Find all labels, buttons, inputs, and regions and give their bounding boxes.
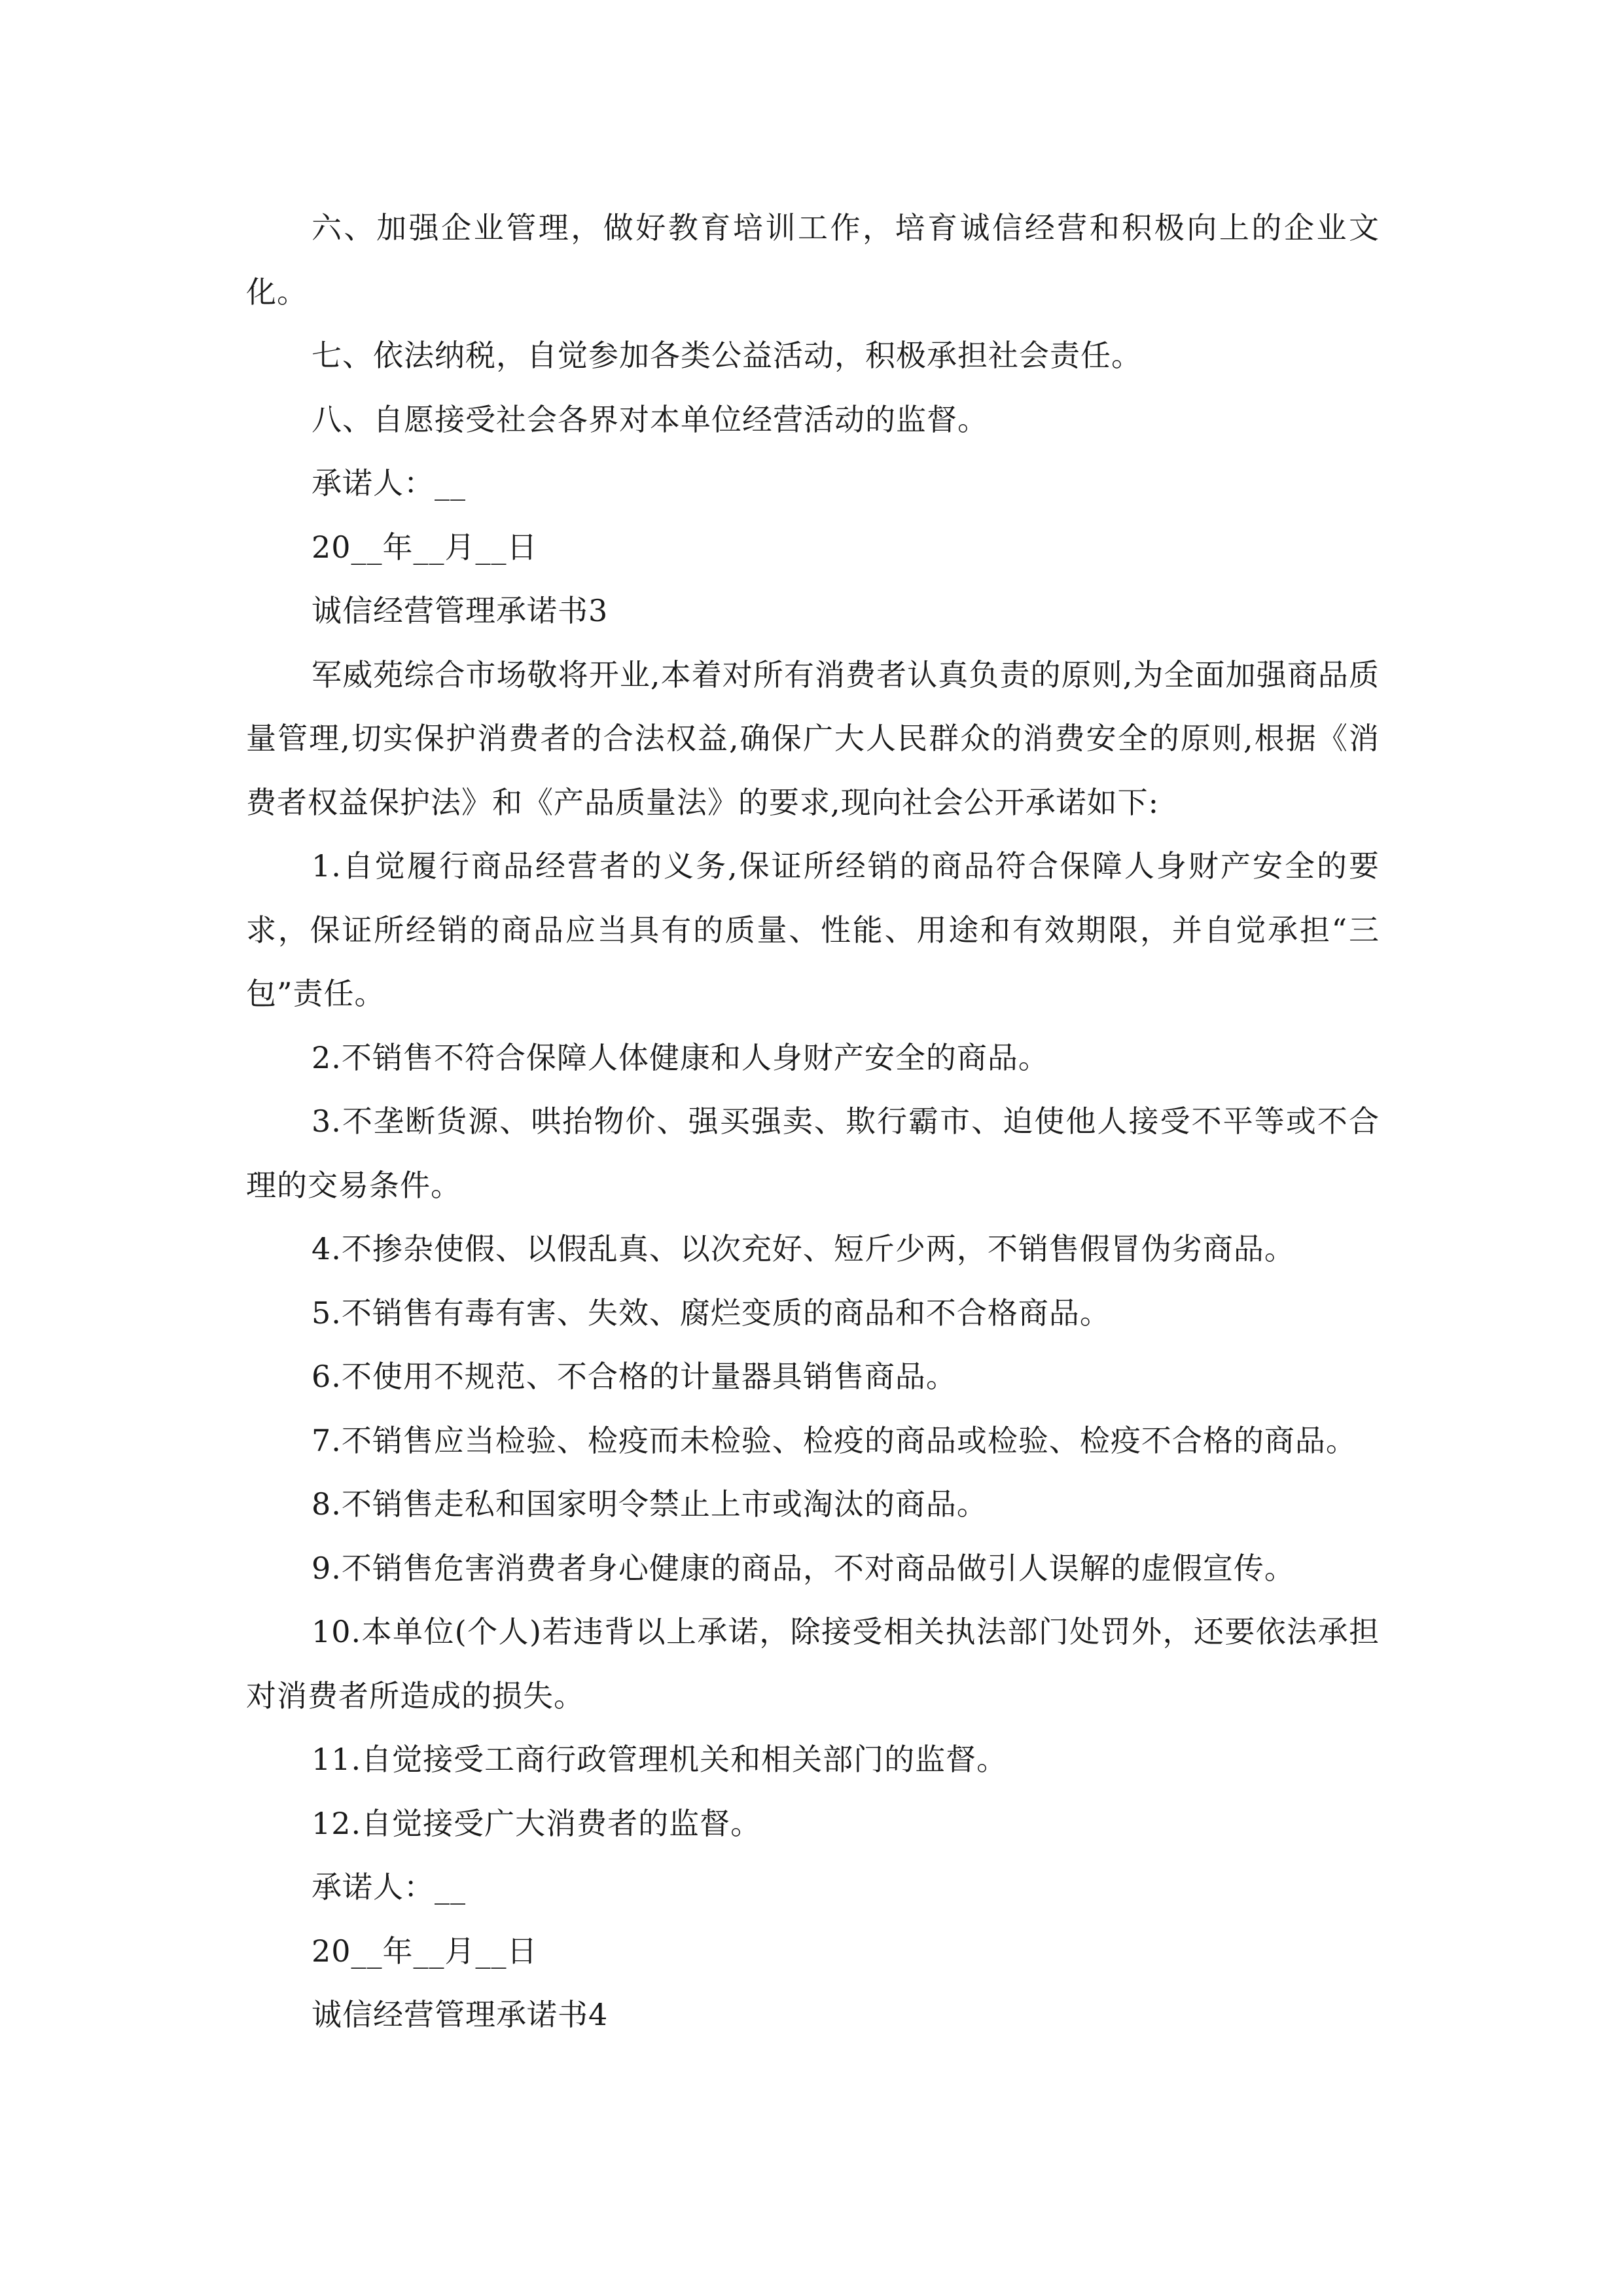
date-line: 20__年__月__日 (312, 529, 538, 565)
commitment-item-5: 5.不销售有毒有害、失效、腐烂变质的商品和不合格商品。 (312, 1295, 1111, 1331)
commitment-item-10: 10.本单位(个人)若违背以上承诺，除接受相关执法部门处罚外，还要依法承担对消费者所造成的损失。 (246, 1614, 1380, 1713)
commitment-item-12: 12.自觉接受广大消费者的监督。 (312, 1805, 762, 1841)
commitment-item-3: 3.不垄断货源、哄抬物价、强买强卖、欺行霸市、迫使他人接受不平等或不合理的交易条件。 (246, 1103, 1380, 1203)
section-title-3: 诚信经营管理承诺书3 (312, 593, 609, 628)
section-title-4: 诚信经营管理承诺书4 (312, 1997, 609, 2032)
commitment-item-6: 6.不使用不规范、不合格的计量器具销售商品。 (312, 1359, 957, 1394)
document-body (246, 196, 1380, 2047)
commitment-item-7: 7.不销售应当检验、检疫而未检验、检疫的商品或检验、检疫不合格的商品。 (312, 1422, 1357, 1458)
paragraph-item-6: 六、加强企业管理，做好教育培训工作，培育诚信经营和积极向上的企业文化。 (246, 210, 1380, 310)
commitment-item-1: 1.自觉履行商品经营者的义务,保证所经销的商品符合保障人身财产安全的要求，保证所经销的商品应当具有的质量、性能、用途和有效期限，并自觉承担“三包”责任。 (246, 848, 1380, 1011)
intro-paragraph: 军威苑综合市场敬将开业,本着对所有消费者认真负责的原则,为全面加强商品质量管理,切实保护消费者的合法权益,确保广大人民群众的消费安全的原则,根据《消费者权益保护法》和《产品质量法》的要求,现向社会公开承诺如下: (246, 656, 1380, 820)
commitment-item-8: 8.不销售走私和国家明令禁止上市或淘汰的商品。 (312, 1486, 988, 1522)
paragraph-item-8: 八、自愿接受社会各界对本单位经营活动的监督。 (312, 401, 988, 437)
commitment-item-2: 2.不销售不符合保障人体健康和人身财产安全的商品。 (312, 1039, 1049, 1075)
signature-line: 承诺人：__ (312, 1869, 466, 1905)
commitment-item-4: 4.不掺杂使假、以假乱真、以次充好、短斤少两，不销售假冒伪劣商品。 (312, 1231, 1295, 1266)
date-line: 20__年__月__日 (312, 1933, 538, 1969)
commitment-item-11: 11.自觉接受工商行政管理机关和相关部门的监督。 (312, 1742, 1008, 1777)
signature-line: 承诺人：__ (312, 465, 466, 501)
paragraph-item-7: 七、依法纳税，自觉参加各类公益活动，积极承担社会责任。 (312, 338, 1142, 373)
commitment-item-9: 9.不销售危害消费者身心健康的商品，不对商品做引人误解的虚假宣传。 (312, 1550, 1295, 1586)
